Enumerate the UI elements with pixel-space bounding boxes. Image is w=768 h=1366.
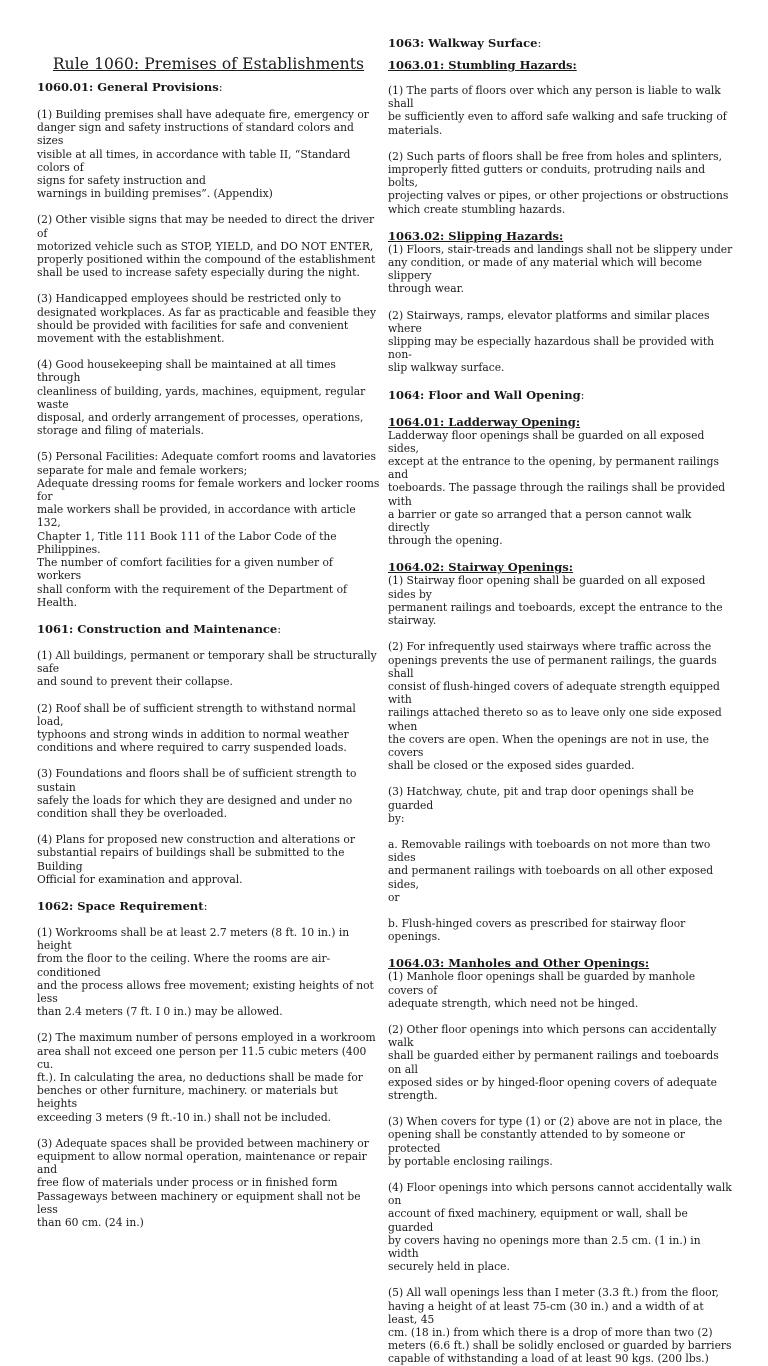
paragraph-1064-02-3: (3) Hatchway, chute, pit and trap door openings shall be guarded by:: [388, 785, 694, 825]
paragraph-1063-01-2: (2) Such parts of floors shall be free from holes and splinters, improperly fitted gutters or conduits, protruding nails and bolts, projecting valves or pipes, or other projections or obstructions which create stumbling hazards.: [388, 149, 729, 216]
heading-1063: 1063: Walkway Surface:: [388, 36, 542, 50]
paragraph-1061-1: (1) All buildings, permanent or temporary shall be structurally safe and sound to prevent their collapse.: [37, 648, 377, 689]
paragraph-1064-02-2: (2) For infrequently used stairways where traffic across the openings prevents the use of permanent railings, the guards shall consist of flush-hinged covers of adequate strength equipped with railings attached thereto so as to leave only one side exposed when the covers are open. When the openings are not in use, the covers shall be closed or the exposed sides guarded.: [388, 640, 722, 773]
paragraph-1064-02-a: a. Removable railings with toeboards on not more than two sides and permanent railings with toeboards on all other exposed sides, or: [388, 837, 714, 904]
heading-1060-01: 1060.01: General Provisions:: [37, 80, 223, 94]
paragraph-1062-2: (2) The maximum number of persons employed in a workroom area shall not exceed one person per 11.5 cubic meters (400 cu. ft.). In calculating the area, no deductions shall be made for benches or other furniture, machinery. or materials but heights exceeding 3 meters (9 ft.-10 in.) shall not be included.: [37, 1031, 376, 1124]
paragraph-1060-5: (5) Personal Facilities: Adequate comfort rooms and lavatories separate for male and female workers; Adequate dressing rooms for female workers and locker rooms for male workers shall be provided, in accordance with article 132, Chapter 1, Title 111 Book 111 of the Labor Code of the Philippines. The number of comfort facilities for a given number of workers shall conform with the requirement of the Department of Health.: [37, 450, 380, 609]
paragraph-1061-4: (4) Plans for proposed new construction and alterations or substantial repairs of buildings shall be submitted to the Building Official for examination and approval.: [37, 833, 355, 886]
paragraph-1062-1: (1) Workrooms shall be at least 2.7 meters (8 ft. 10 in.) in height from the floor to the ceiling. Where the rooms are air-conditioned and the process allows free movement; existing heights of not less than 2.4 meters (7 ft. I 0 in.) may be allowed.: [37, 925, 374, 1019]
paragraph-1064-03-4: (4) Floor openings into which persons cannot accidentally walk on account of fixed machinery, equipment or wall, shall be guarded by covers having no openings more than 2.5 cm. (1 in.) in width securely held in place.: [388, 1181, 732, 1274]
paragraph-1060-4: (4) Good housekeeping shall be maintained at all times through cleanliness of building, yards, machines, equipment, regular waste disposal, and orderly arrangement of processes, operations, storage and filing of materials.: [37, 358, 366, 438]
paragraph-1063-02-2: (2) Stairways, ramps, elevator platforms and similar places where slipping may be especially hazardous shall be provided with non- slip walkway surface.: [388, 308, 715, 375]
paragraph-1060-1: (1) Building premises shall have adequate fire, emergency or danger sign and safety instructions of standard colors and sizes visible at all times, in accordance with table II, “Standard colors of signs for safety instruction and warnings in building premises”. (Appendix): [37, 108, 369, 201]
page-title: Rule 1060: Premises of Establishments: [52, 55, 365, 73]
paragraph-1061-3: (3) Foundations and floors shall be of sufficient strength to sustain safely the loads for which they are designed and under no condition shall they be overloaded.: [37, 767, 357, 820]
paragraph-1061-2: (2) Roof shall be of sufficient strength to withstand normal load, typhoons and strong winds in addition to normal weather conditions and where required to carry suspended loads.: [37, 701, 356, 755]
paragraph-1064-03-3: (3) When covers for type (1) or (2) above are not in place, the opening shall be constantly attended to by someone or protected by portable enclosing railings.: [388, 1115, 723, 1168]
heading-1063-01: 1063.01: Stumbling Hazards:: [388, 58, 577, 72]
paragraph-1062-3: (3) Adequate spaces shall be provided between machinery or equipment to allow normal operation, maintenance or repair and free flow of materials under process or in finished form Passageways between machinery or equipment shall not be less than 60 cm. (24 in.): [37, 1136, 369, 1230]
paragraph-1064-02-1: (1) Stairway floor opening shall be guarded on all exposed sides by permanent railings and toeboards, except the entrance to the stairway.: [388, 574, 723, 628]
heading-1064-03: 1064.03: Manholes and Other Openings:: [388, 956, 650, 971]
paragraph-1064-03-2: (2) Other floor openings into which persons can accidentally walk shall be guarded either by permanent railings and toeboards on all exposed sides or by hinged-floor opening covers of adequate strength.: [388, 1022, 719, 1102]
heading-1064: 1064: Floor and Wall Opening:: [388, 387, 585, 402]
paragraph-1063-01-1: (1) The parts of floors over which any person is liable to walk shall be sufficiently even to afford safe walking and safe trucking of materials.: [388, 84, 727, 137]
paragraph-1064-03-5: (5) All wall openings less than I meter (3.3 ft.) from the floor, having a height of at least 75-cm (30 in.) and a width of at least, 45 cm. (18 in.) from which there is a drop of more than two (2) meters (6.6 ft.) shall be solidly enclosed or guarded by barriers capable of withstanding a load of at least 90 kgs. (200 lbs.): [388, 1286, 732, 1366]
right-column: [388, 0, 733, 1366]
paragraph-1060-2: (2) Other visible signs that may be needed to direct the driver of motorized vehicle such as STOP, YIELD, and DO NOT ENTER, properly positioned within the compound of the establishment shall be used to increase safety especially during the night.: [37, 213, 376, 280]
heading-1062: 1062: Space Requirement:: [37, 898, 208, 913]
paragraph-1063-02-1: (1) Floors, stair-treads and landings shall not be slippery under any condition, or made of any material which will become slippery through wear.: [388, 242, 733, 296]
heading-1064-01: 1064.01: Ladderway Opening:: [388, 414, 581, 429]
left-column: [37, 0, 380, 1229]
paragraph-1064-01: Ladderway floor openings shall be guarded on all exposed sides, except at the entrance to the opening, by permanent railings and toeboards. The passage through the railings shall be provided with a barrier or gate so arranged that a person cannot walk directly through the opening.: [388, 428, 726, 548]
heading-1063-02: 1063.02: Slipping Hazards:: [388, 228, 564, 243]
paragraph-1060-3: (3) Handicapped employees should be restricted only to designated workplaces. As far as practicable and feasible they should be provided with facilities for safe and convenient movement with the establishment.: [37, 292, 377, 346]
heading-1061: 1061: Construction and Maintenance:: [37, 621, 282, 636]
heading-1064-02: 1064.02: Stairway Openings:: [388, 560, 574, 575]
paragraph-1064-02-b: b. Flush-hinged covers as prescribed for stairway floor openings.: [388, 916, 686, 944]
paragraph-1064-03-1: (1) Manhole floor openings shall be guarded by manhole covers of adequate strength, which need not be hinged.: [388, 970, 696, 1010]
